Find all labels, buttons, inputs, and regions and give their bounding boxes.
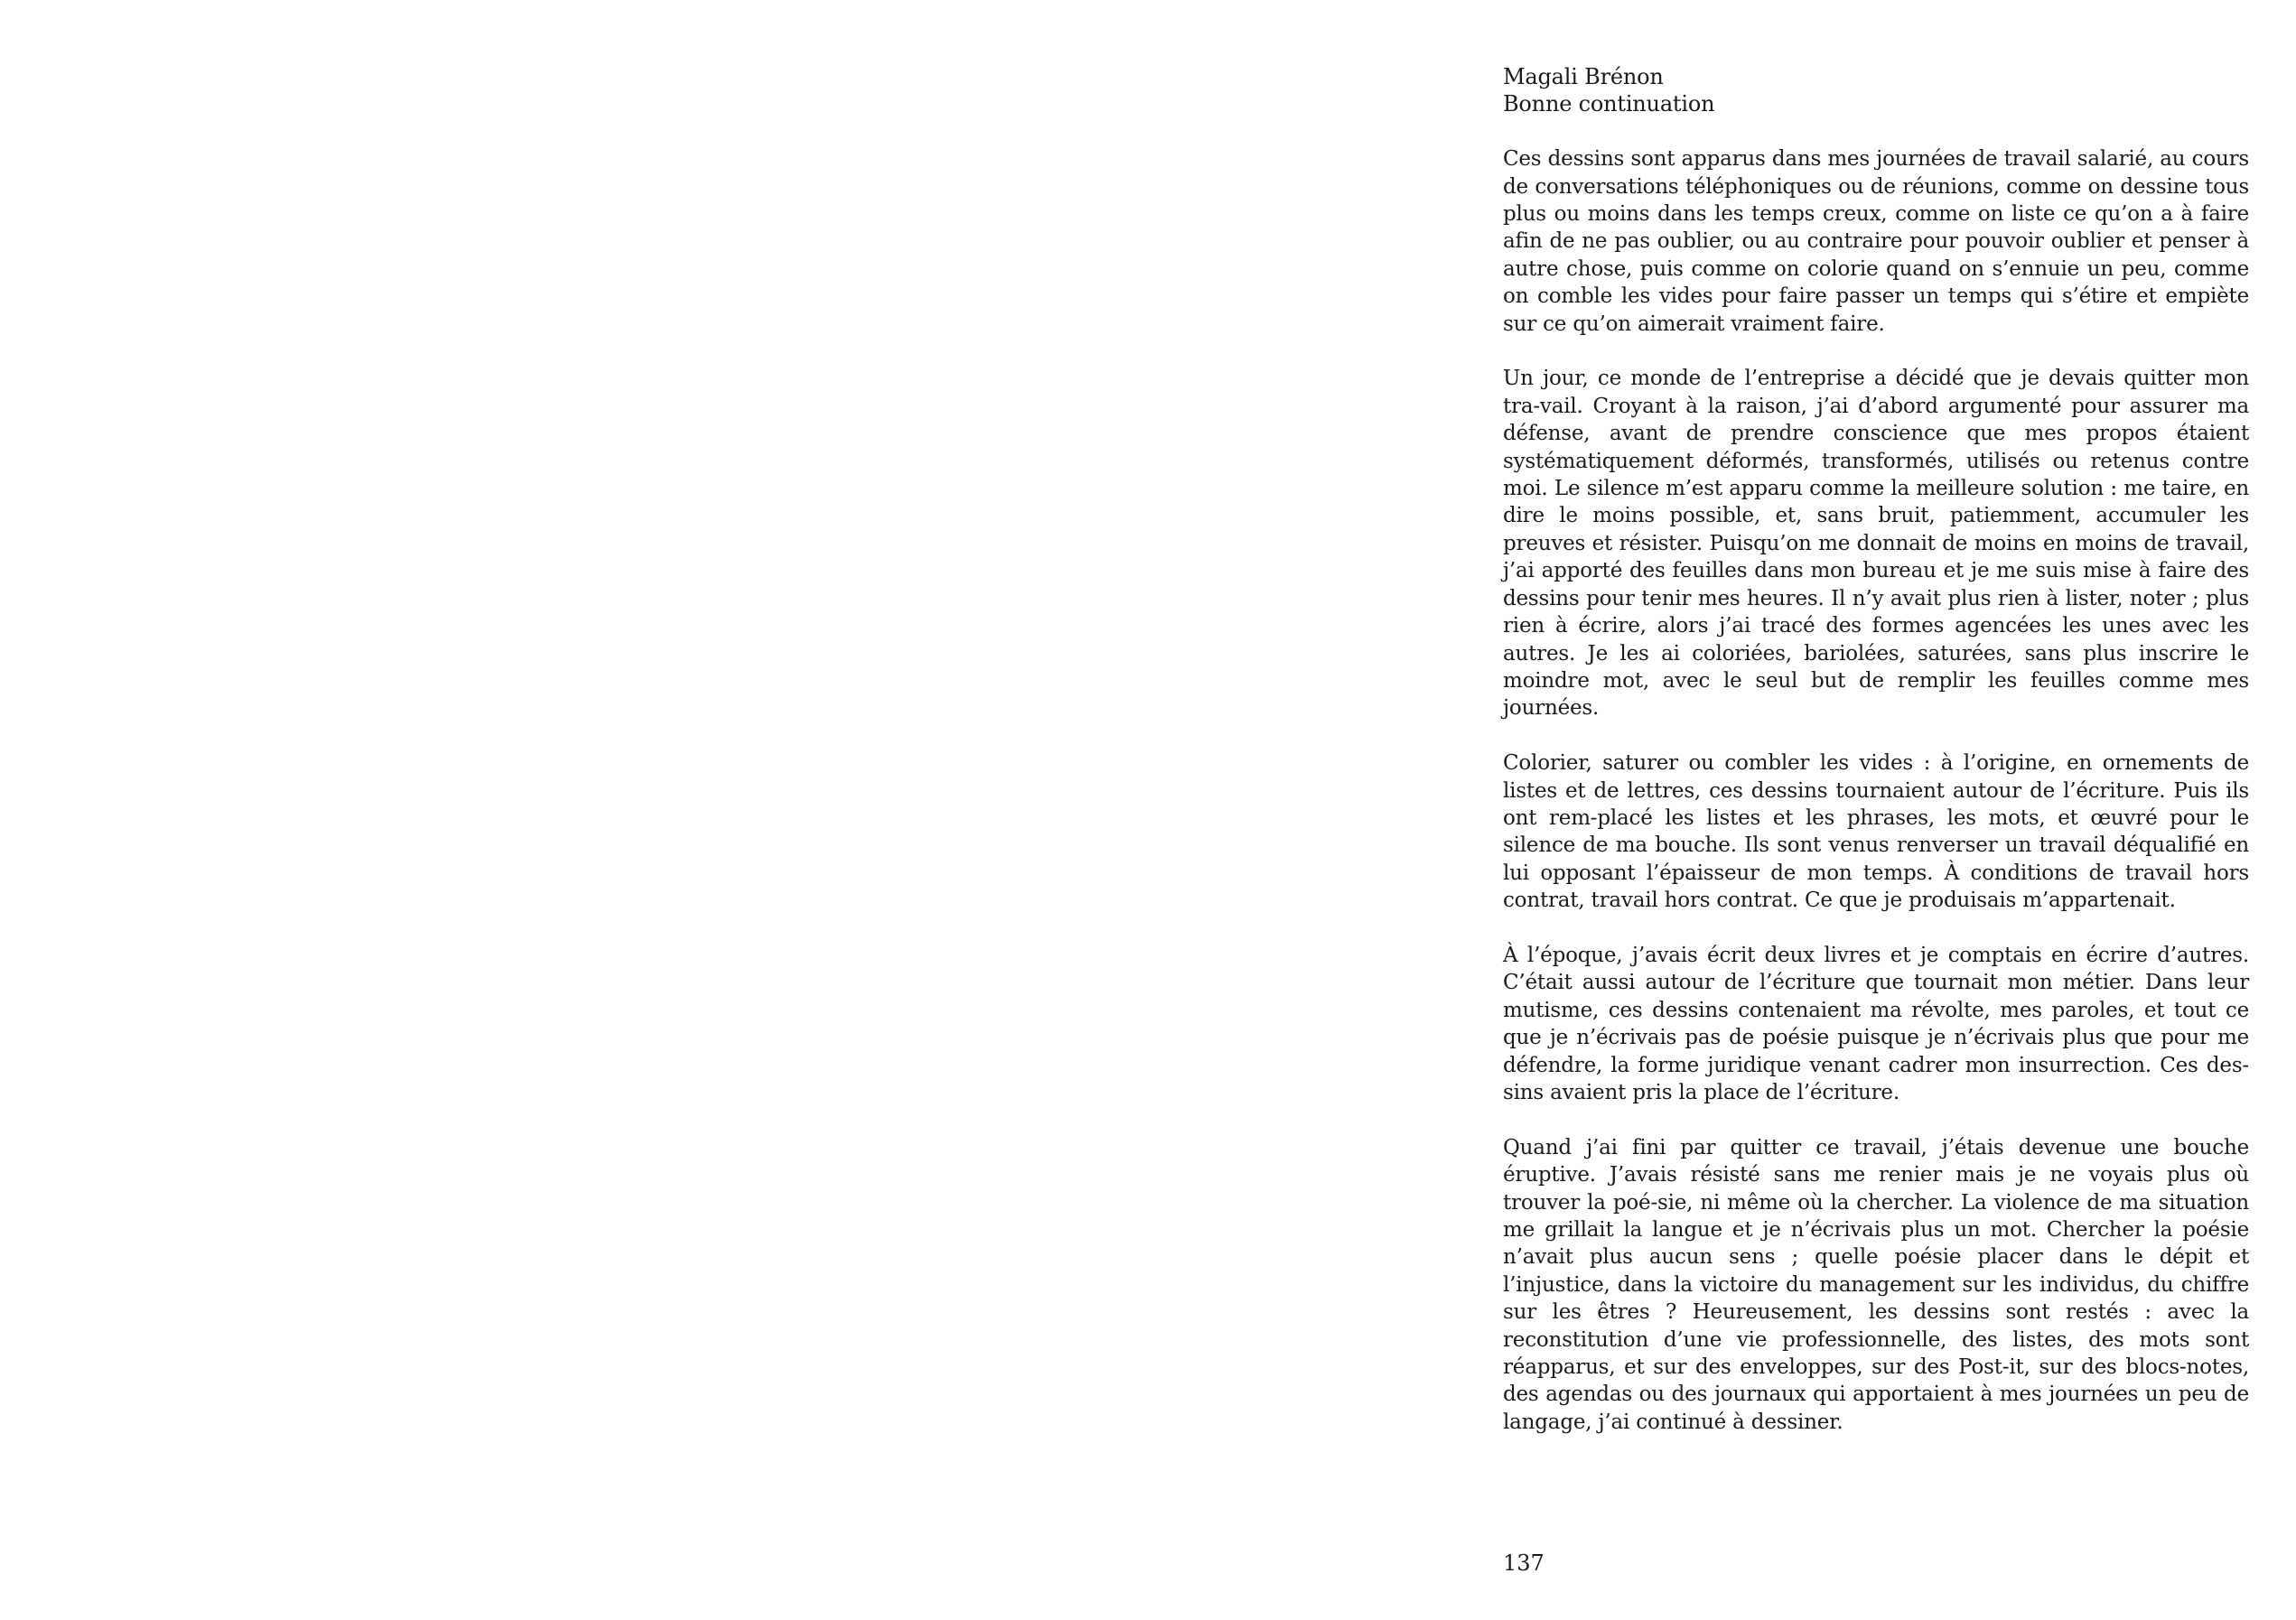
right-page bbox=[1148, 0, 2296, 1620]
paragraph-1: Ces dessins sont apparus dans mes journées de travail salarié, au cours de conversations téléphoniques ou de réunions, comme on dessine tous plus ou moins dans les temps creux, comme on liste ce qu’on a à faire afin de ne pas oublier, ou au contraire pour pouvoir oublier et penser à autre chose, puis comme on colorie quand on s’ennuie un peu, comme on comble les vides pour faire passer un temps qui s’étire et empiète sur ce qu’on aimerait vraiment faire. bbox=[1503, 147, 2249, 336]
page-number: 137 bbox=[1503, 1550, 1545, 1576]
essay-text-block bbox=[1503, 63, 2249, 1436]
paragraph-4: À l’époque, j’avais écrit deux livres et je comptais en écrire d’autres. C’était aussi autour de l’écriture que tournait mon métier. Dans leur mutisme, ces dessins contenaient ma révolte, mes paroles, et tout ce que je n’écrivais pas de poésie puisque je n’écrivais plus que pour me défendre, la forme juridique venant cadrer mon insurrection. Ces des-sins avaient pris la place de l’écriture. bbox=[1503, 943, 2249, 1104]
paragraph-3: Colorier, saturer ou combler les vides : à l’origine, en ornements de listes et de lettres, ces dessins tournaient autour de l’écriture. Puis ils ont rem-placé les listes et les phrases, les mots, et œuvré pour le silence de ma bouche. Ils sont venus renverser un travail déqualifié en lui opposant l’épaisseur de mon temps. À conditions de travail hors contrat, travail hors contrat. Ce que je produisais m’appartenait. bbox=[1503, 751, 2249, 913]
author-name: Magali Brénon bbox=[1503, 64, 1664, 89]
paragraph-2: Un jour, ce monde de l’entreprise a décidé que je devais quitter mon tra-vail. Croyant à la raison, j’ai d’abord argumenté pour assurer ma défense, avant de prendre conscience que mes propos étaient systématiquement déformés, transformés, utilisés ou retenus contre moi. Le silence m’est apparu comme la meilleure solution : me taire, en dire le moins possible, et, sans bruit, patiemment, accumuler les preuves et résister. Puisqu’on me donnait de moins en moins de travail, j’ai apporté des feuilles dans mon bureau et je me suis mise à faire des dessins pour tenir mes heures. Il n’y avait plus rien à lister, noter ; plus rien à écrire, alors j’ai tracé des formes agencées les unes avec les autres. Je les ai coloriées, bariolées, saturées, sans plus inscrire le moindre mot, avec le seul but de remplir les feuilles comme mes journées. bbox=[1503, 367, 2249, 721]
essay-title: Bonne continuation bbox=[1503, 91, 1715, 117]
paragraph-5: Quand j’ai fini par quitter ce travail, j’étais devenue une bouche éruptive. J’avais résisté sans me renier mais je ne voyais plus où trouver la poé-sie, ni même où la chercher. La violence de ma situation me grillait la langue et je n’écrivais plus un mot. Chercher la poésie n’avait plus aucun sens ; quelle poésie placer dans le dépit et l’injustice, dans la victoire du management sur les individus, du chiffre sur les êtres ? Heureusement, les dessins sont restés : avec la reconstitution d’une vie professionnelle, des listes, des mots sont réapparus, et sur des enveloppes, sur des Post-it, sur des blocs-notes, des agendas ou des journaux qui apportaient à mes journées un peu de langage, j’ai continué à dessiner. bbox=[1503, 1135, 2249, 1434]
